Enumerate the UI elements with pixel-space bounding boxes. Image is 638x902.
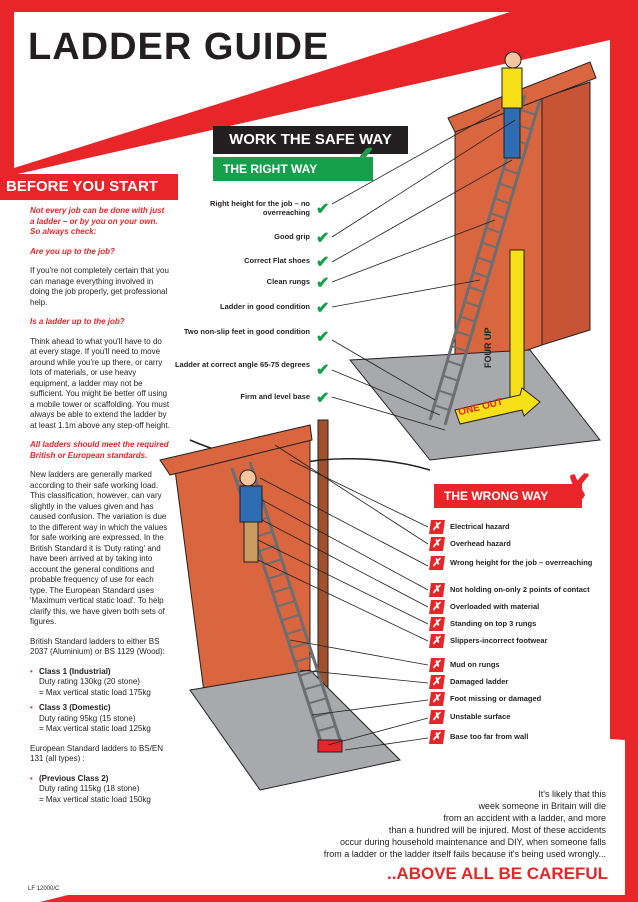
cross-icon: ✗ bbox=[429, 617, 445, 631]
right-way-item: Clean rungs bbox=[266, 277, 310, 286]
wrong-way-item: Standing on top 3 rungs bbox=[450, 619, 537, 628]
class-1-name: Class 1 (Industrial) bbox=[39, 666, 111, 676]
right-way-item: Right height for the job – no overreaching bbox=[210, 199, 310, 217]
intro-text: Not every job can be done with just a ladder – or by you on your own. So always check: bbox=[30, 206, 165, 236]
worker-bottom-body bbox=[240, 486, 262, 522]
before-you-start-column bbox=[30, 206, 170, 814]
european-classes-list bbox=[30, 774, 170, 806]
cross-icon: ✗ bbox=[429, 520, 445, 534]
bottom-line-3: from an accident with a ladder, and more bbox=[443, 813, 606, 823]
cross-icon: ✗ bbox=[429, 710, 445, 724]
wrong-way-item: Electrical hazard bbox=[450, 522, 510, 531]
wrong-way-item: Slippers-incorrect footwear bbox=[450, 636, 548, 645]
check-icon: ✔ bbox=[316, 329, 330, 346]
wrong-way-item: Not holding on-only 2 points of contact bbox=[450, 585, 590, 594]
right-way-heading: THE RIGHT WAY bbox=[213, 157, 373, 181]
bottom-line-5: occur during household maintenance and DIY, when someone falls bbox=[339, 837, 606, 847]
right-way-item: Ladder in good condition bbox=[220, 302, 310, 311]
paragraph-2: Think ahead to what you'll have to do at every stage. If you'll need to move around while you're up there, or carry lots of materials, or use heavy equipment, a ladder may not be sufficient. You might be better off using a mobile tower or scaffolding. You must always be able to extend the ladder by at least 1.1m above any step-off height. bbox=[30, 336, 170, 430]
class-1-item bbox=[30, 667, 170, 699]
before-you-start-heading: BEFORE YOU START bbox=[0, 174, 178, 200]
cross-icon: ✗ bbox=[429, 537, 445, 551]
question-1: Are you up to the job? bbox=[30, 246, 115, 256]
right-way-item: Ladder at correct angle 65-75 degrees bbox=[174, 360, 310, 369]
wrong-way-item: Base too far from wall bbox=[450, 732, 529, 741]
wall-top-side bbox=[542, 82, 590, 345]
check-icon: ✔ bbox=[316, 229, 330, 247]
check-icon: ✔ bbox=[316, 253, 330, 271]
class-1-line2: = Max vertical static load 175kg bbox=[39, 687, 151, 697]
page-title: LADDER GUIDE bbox=[28, 26, 330, 68]
cross-icon: ✗ bbox=[429, 634, 445, 648]
right-way-item: Correct Flat shoes bbox=[244, 256, 310, 265]
check-icon: ✔ bbox=[316, 299, 330, 317]
question-3: All ladders should meet the required British or European standards. bbox=[30, 440, 169, 460]
worker-bottom-head bbox=[240, 470, 256, 486]
document-code: LF 12000/C bbox=[28, 886, 60, 892]
prev-class-2-line1: Duty rating 115kg (18 stone) bbox=[39, 784, 140, 793]
check-icon: ✔ bbox=[316, 201, 330, 218]
check-icon: ✔ bbox=[316, 362, 330, 379]
four-up-bar bbox=[510, 250, 524, 400]
wrong-way-item: Foot missing or damaged bbox=[450, 694, 542, 703]
cross-icon: ✗ bbox=[429, 675, 445, 689]
right-way-item: Two non-slip feet in good condition bbox=[183, 327, 310, 336]
big-cross-icon: ✗ bbox=[560, 468, 594, 512]
prev-class-2-name: (Previous Class 2) bbox=[39, 773, 109, 783]
cross-icon: ✗ bbox=[429, 658, 445, 672]
bottom-line-1: It's likely that this bbox=[538, 789, 606, 799]
class-3-name: Class 3 (Domestic) bbox=[39, 703, 111, 712]
wrong-way-item: Overhead hazard bbox=[450, 539, 511, 548]
cross-icon: ✗ bbox=[429, 556, 445, 570]
wrong-way-item: Damaged ladder bbox=[450, 677, 509, 686]
class-3-line2: = Max vertical static load 125kg bbox=[39, 724, 151, 733]
paragraph-3: New ladders are generally marked according to their safe working load. This classification, however, can vary slightly in the values given and has caused confusion. The variation is due to the different way in which the values for safe working are expressed. In the British Standard it is 'Duty rating' and have been arrived at by taking into account the general conditions and probable frequency of use for each type. The European Standard uses 'Maximum vertical static load'. To help clarify this, we have given both sets of figures. bbox=[30, 470, 168, 626]
four-up-label bbox=[483, 354, 553, 368]
paragraph-1: If you're not completely certain that you can manage everything involved in doing the job properly, get professional help. bbox=[30, 266, 169, 307]
wrong-way-item: Overloaded with material bbox=[450, 602, 540, 611]
check-icon: ✔ bbox=[316, 389, 330, 407]
one-out-label: ONE OUT bbox=[457, 396, 505, 419]
british-classes-list bbox=[30, 667, 170, 735]
prev-class-2-item bbox=[30, 774, 170, 806]
wrong-way-item: Wrong height for the job – overreaching bbox=[450, 558, 593, 567]
class-1-line1: Duty rating 130kg (20 stone) bbox=[39, 677, 140, 686]
prev-class-2-line2: = Max vertical static load 150kg bbox=[39, 794, 151, 804]
wrong-way-heading: THE WRONG WAY bbox=[434, 484, 582, 508]
worker-top-legs bbox=[504, 108, 520, 158]
bottom-line-2: week someone in Britain will die bbox=[478, 801, 606, 811]
right-way-item: Firm and level base bbox=[240, 392, 310, 401]
wrong-way-item: Mud on rungs bbox=[450, 660, 500, 669]
check-icon: ✔ bbox=[316, 274, 330, 292]
bottom-warning-text bbox=[246, 788, 606, 860]
right-way-item: Good grip bbox=[274, 232, 310, 241]
bottom-line-6: from a ladder or the ladder itself fails because it's being used wrongly... bbox=[323, 849, 606, 859]
wrong-way-item: Unstable surface bbox=[450, 712, 511, 721]
worker-top-body bbox=[502, 68, 522, 108]
cross-icon: ✗ bbox=[429, 692, 445, 706]
class-3-item bbox=[30, 703, 170, 735]
cross-icon: ✗ bbox=[429, 730, 445, 744]
paragraph-4: British Standard ladders to either BS 2037 (Aluminium) or BS 1129 (Wood): bbox=[30, 636, 165, 656]
worker-bottom-legs bbox=[244, 522, 258, 562]
paragraph-5: European Standard ladders to BS/EN 131 (all types) : bbox=[30, 743, 163, 763]
cross-icon: ✗ bbox=[429, 600, 445, 614]
worker-top-head bbox=[505, 52, 521, 68]
big-check-icon: ✓ bbox=[342, 137, 379, 186]
class-3-line1: Duty rating 95kg (15 stone) bbox=[39, 713, 136, 723]
cross-icon: ✗ bbox=[429, 583, 445, 597]
above-all-slogan: ..ABOVE ALL BE CAREFUL bbox=[386, 864, 608, 883]
work-safe-way-heading: WORK THE SAFE WAY bbox=[213, 126, 408, 154]
question-2: Is a ladder up to the job? bbox=[30, 317, 125, 326]
bottom-line-4: than a hundred will be injured. Most of these accidents bbox=[388, 825, 606, 835]
